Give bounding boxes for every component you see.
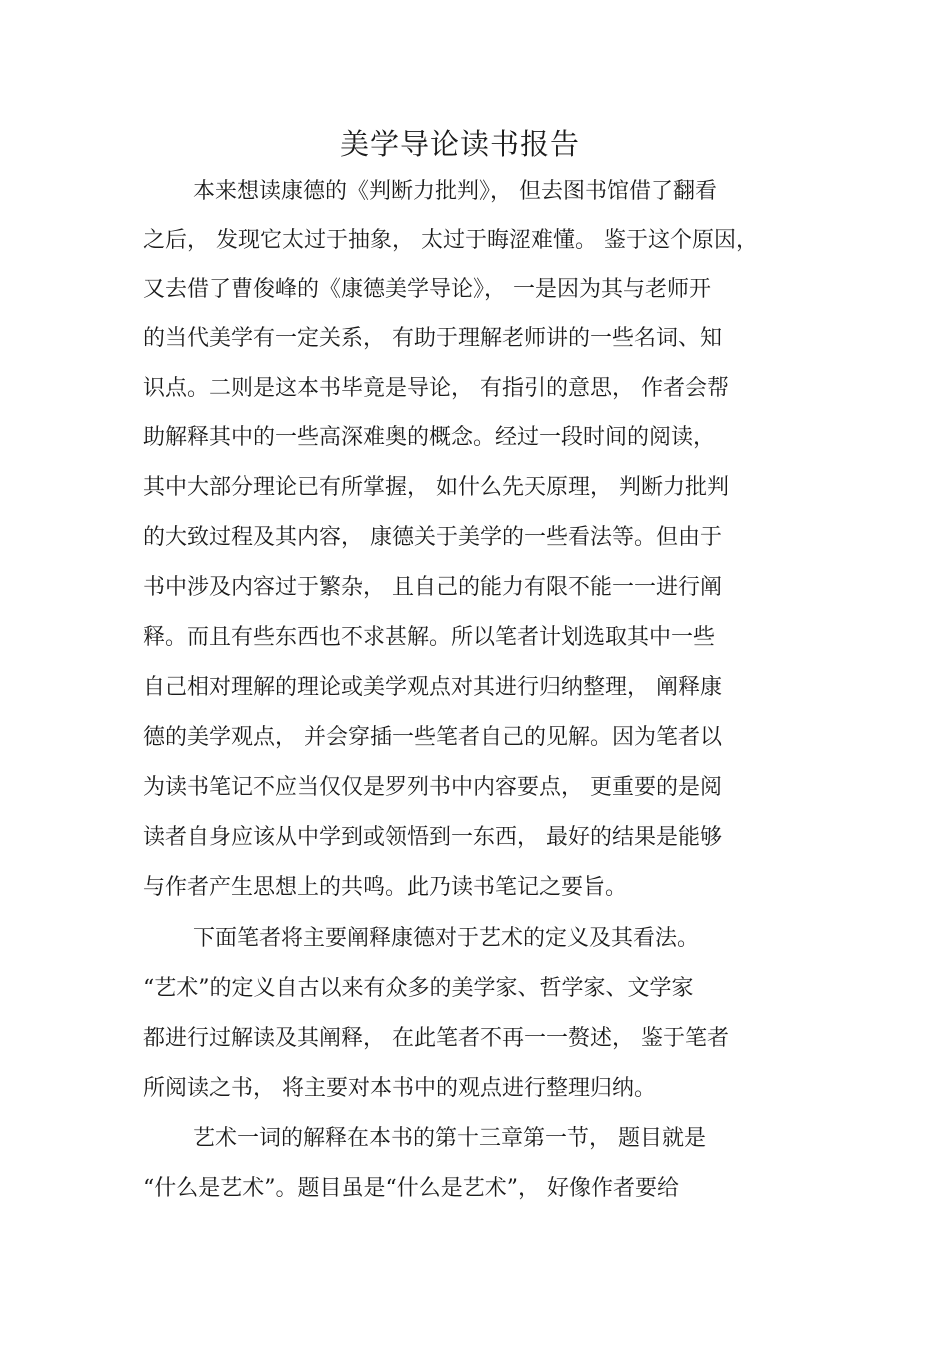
paragraph-line: 识点。二则是这本书毕竟是导论， 有指引的意思， 作者会帮 (143, 376, 729, 401)
paragraph-line: 下面笔者将主要阐释康德对于艺术的定义及其看法。 (193, 926, 700, 951)
paragraph-line: “艺术”的定义自古以来有众多的美学家、哲学家、文学家 (143, 976, 694, 1001)
paragraph-line: 助解释其中的一些高深难奥的概念。经过一段时间的阅读， (143, 425, 716, 450)
paragraph-line: 的大致过程及其内容， 康德关于美学的一些看法等。但由于 (143, 525, 722, 550)
paragraph-line: 德的美学观点， 并会穿插一些笔者自己的见解。因为笔者以 (143, 725, 722, 750)
paragraph-line: 自己相对理解的理论或美学观点对其进行归纳整理， 阐释康 (143, 675, 722, 700)
paragraph-line: 又去借了曹俊峰的《康德美学导论》， 一是因为其与老师开 (143, 277, 711, 302)
paragraph-line: 所阅读之书， 将主要对本书中的观点进行整理归纳。 (143, 1076, 656, 1101)
paragraph-line: 读者自身应该从中学到或领悟到一东西， 最好的结果是能够 (143, 825, 722, 850)
paragraph-line: 与作者产生思想上的共鸣。此乃读书笔记之要旨。 (143, 875, 628, 900)
paragraph-line: “什么是艺术”。题目虽是“什么是艺术”， 好像作者要给 (143, 1176, 679, 1201)
paragraph-line: 都进行过解读及其阐释， 在此笔者不再一一赘述， 鉴于笔者 (143, 1026, 729, 1051)
paragraph-line: 其中大部分理论已有所掌握， 如什么先天原理， 判断力批判 (143, 475, 729, 500)
paragraph-line: 为读书笔记不应当仅仅是罗列书中内容要点， 更重要的是阅 (143, 775, 722, 800)
paragraph-line: 之后， 发现它太过于抽象， 太过于晦涩难懂。 鉴于这个原因， (143, 228, 758, 253)
paragraph-line: 的当代美学有一定关系， 有助于理解老师讲的一些名词、知 (143, 326, 722, 351)
paragraph-line: 书中涉及内容过于繁杂， 且自己的能力有限不能一一进行阐 (143, 575, 722, 600)
paragraph-line: 释。而且有些东西也不求甚解。所以笔者计划选取其中一些 (143, 625, 716, 650)
paragraph-line: 艺术一词的解释在本书的第十三章第一节， 题目就是 (193, 1126, 706, 1151)
paragraph-line: 本来想读康德的《判断力批判》， 但去图书馆借了翻看 (193, 179, 717, 204)
document-title: 美学导论读书报告 (339, 127, 580, 161)
